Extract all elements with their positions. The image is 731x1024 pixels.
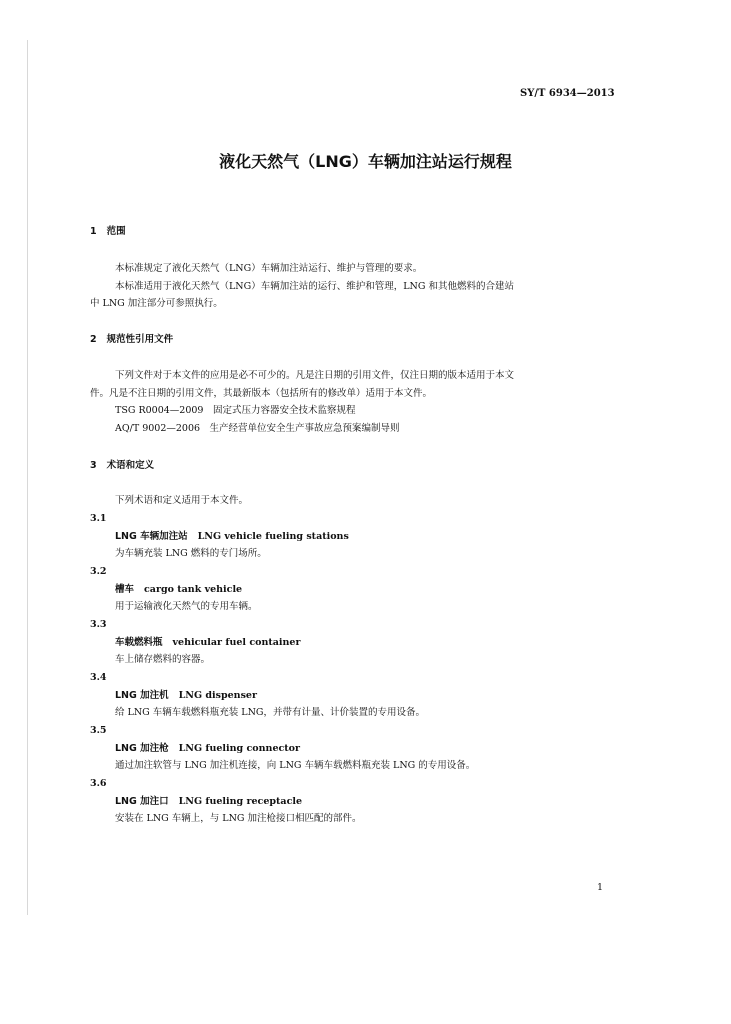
reference-item: TSG R0004—2009 固定式压力容器安全技术监察规程 bbox=[115, 405, 356, 416]
term-definition: 用于运输液化天然气的专用车辆。 bbox=[115, 601, 258, 612]
paragraph: 件。凡是不注日期的引用文件，其最新版本（包括所有的修改单）适用于本文件。 bbox=[90, 388, 433, 399]
section-title: 术语和定义 bbox=[106, 460, 155, 471]
reference-item: AQ/T 9002—2006 生产经营单位安全生产事故应急预案编制导则 bbox=[115, 423, 400, 434]
section-title: 范围 bbox=[106, 226, 126, 237]
document-title: 液化天然气（LNG）车辆加注站运行规程 bbox=[219, 152, 512, 171]
paragraph: 本标准规定了液化天然气（LNG）车辆加注站运行、维护与管理的要求。 bbox=[115, 263, 423, 274]
section-1-heading bbox=[90, 225, 126, 238]
section-title: 规范性引用文件 bbox=[106, 334, 174, 345]
term-en: LNG fueling receptacle bbox=[178, 796, 303, 807]
term-en: vehicular fuel container bbox=[172, 637, 301, 648]
term-definition: 给 LNG 车辆车载燃料瓶充装 LNG，并带有计量、计价装置的专用设备。 bbox=[115, 707, 425, 718]
term-heading bbox=[115, 583, 242, 596]
term-number: 3.3 bbox=[90, 619, 107, 630]
term-heading bbox=[115, 689, 257, 702]
term-definition: 为车辆充装 LNG 燃料的专门场所。 bbox=[115, 548, 267, 559]
term-number: 3.1 bbox=[90, 513, 107, 524]
term-heading bbox=[115, 795, 302, 808]
term-zh: LNG 加注口 bbox=[115, 796, 169, 807]
term-definition: 安装在 LNG 车辆上，与 LNG 加注枪接口相匹配的部件。 bbox=[115, 813, 362, 824]
standard-code: SY/T 6934—2013 bbox=[520, 88, 615, 99]
term-definition: 通过加注软管与 LNG 加注机连接，向 LNG 车辆车载燃料瓶充装 LNG 的专用设备。 bbox=[115, 760, 476, 771]
term-number: 3.5 bbox=[90, 725, 107, 736]
term-zh: LNG 车辆加注站 bbox=[115, 531, 188, 542]
term-zh: 槽车 bbox=[115, 584, 135, 595]
paragraph: 下列术语和定义适用于本文件。 bbox=[115, 495, 249, 506]
section-number: 2 bbox=[90, 334, 97, 345]
term-heading bbox=[115, 636, 300, 649]
section-number: 3 bbox=[90, 460, 97, 471]
term-en: LNG fueling connector bbox=[178, 743, 300, 754]
term-number: 3.2 bbox=[90, 566, 107, 577]
term-zh: 车载燃料瓶 bbox=[115, 637, 163, 648]
term-number: 3.6 bbox=[90, 778, 107, 789]
page-number: 1 bbox=[597, 882, 604, 893]
term-en: LNG dispenser bbox=[178, 690, 257, 701]
paragraph: 本标准适用于液化天然气（LNG）车辆加注站的运行、维护和管理，LNG 和其他燃料的合建站 bbox=[115, 281, 514, 292]
term-zh: LNG 加注机 bbox=[115, 690, 169, 701]
section-2-heading bbox=[90, 333, 173, 346]
term-definition: 车上储存燃料的容器。 bbox=[115, 654, 211, 665]
term-heading bbox=[115, 530, 349, 543]
term-number: 3.4 bbox=[90, 672, 107, 683]
term-zh: LNG 加注枪 bbox=[115, 743, 169, 754]
term-en: cargo tank vehicle bbox=[144, 584, 243, 595]
term-heading bbox=[115, 742, 300, 755]
section-number: 1 bbox=[90, 226, 97, 237]
paragraph: 中 LNG 加注部分可参照执行。 bbox=[90, 298, 223, 309]
paragraph: 下列文件对于本文件的应用是必不可少的。凡是注日期的引用文件，仅注日期的版本适用于本文 bbox=[115, 370, 515, 381]
term-en: LNG vehicle fueling stations bbox=[197, 531, 349, 542]
section-3-heading bbox=[90, 459, 154, 472]
